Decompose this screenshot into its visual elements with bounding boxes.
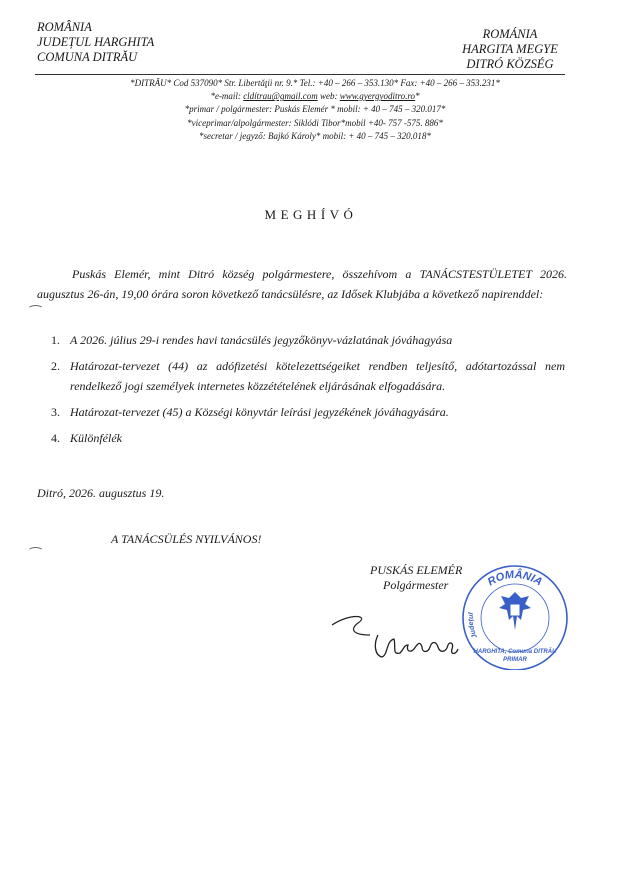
agenda-number: 3.	[51, 405, 60, 419]
contact-secretary: *secretar / jegyző: Bajkó Károly* mobil: + 40 – 745 – 320.018*	[199, 130, 431, 141]
intro-text: Puskás Elemér, mint Ditró község polgármestere, összehívom a TANÁCSTESTÜLETET 2026. augusztus 26-án, 19,00 órára soron következő tanácsülésre, az Idősek Klubjába a következő napirenddel:	[37, 267, 567, 301]
header-right-line-3: DITRÓ KÖZSÉG	[466, 57, 554, 71]
document-title: MEGHÍVÓ	[264, 207, 358, 222]
agenda-text: Határozat-tervezet (45) a Községi könyvtár leírási jegyzékének jóváhagyására.	[70, 405, 449, 419]
contact-address: *DITRĂU* Cod 537090* Str. Libertăţii nr. 9.* Tel.: +40 – 266 – 353.130* Fax: +40 – 266 – 353.231*	[130, 78, 500, 88]
signatory-role: Polgármester	[383, 578, 449, 592]
contact-email-web	[60, 90, 570, 103]
header-divider	[35, 74, 565, 75]
agenda-item	[45, 356, 565, 396]
contact-vice-mayor: *viceprimar/alpolgármester: Siklódi Tibor*mobil +40- 757 -575. 886*	[187, 117, 443, 128]
web-link[interactable]: www.gyergyoditro.ro	[339, 91, 416, 102]
official-stamp	[455, 560, 575, 670]
header-right-line-2: HARGITA MEGYE	[462, 42, 558, 56]
agenda-item	[45, 428, 565, 448]
email-prefix: *e-mail:	[210, 91, 244, 102]
agenda-number: 1.	[51, 333, 60, 347]
coat-of-arms-icon	[499, 592, 531, 630]
agenda-text: Határozat-tervezet (44) az adófizetési kötelezettségeiket rendben teljesítő, adótartozással nem rendelkező jogi személyek internetes közzétételének eljárásának elfogadására.	[70, 359, 565, 393]
stamp-top-text: ROMÂNIA	[485, 568, 545, 589]
agenda-text: A 2026. július 29-i rendes havi tanácsülés jegyzőkönyv-vázlatának jóváhagyása	[70, 333, 453, 347]
agenda-number: 2.	[51, 359, 60, 373]
stamp-bottom-text: HARGHITA, Comuna DITRĂU	[473, 649, 557, 655]
email-link[interactable]: cldítrau@gmail.com	[243, 91, 318, 102]
stamp-center-text: PRIMAR	[503, 657, 527, 663]
web-prefix: web:	[317, 91, 340, 102]
stamp-left-text: Județul	[467, 612, 479, 640]
web-suffix: *	[415, 91, 420, 102]
agenda-item	[45, 330, 565, 350]
header-right-line-1: ROMÁNIA	[482, 27, 538, 41]
margin-mark-1: ⁀	[30, 307, 42, 322]
contact-mayor: *primar / polgármester: Puskás Elemér * mobil: + 40 – 745 – 320.017*	[184, 104, 446, 115]
agenda-item	[45, 402, 565, 422]
contact-block	[60, 77, 570, 143]
handwritten-signature	[330, 605, 470, 665]
signatory-name: PUSKÁS ELEMÉR	[370, 563, 463, 577]
agenda-list	[45, 330, 565, 454]
header-left-line-2: JUDEȚUL HARGHITA	[37, 35, 155, 49]
agenda-number: 4.	[51, 431, 60, 445]
public-notice: A TANÁCSÜLÉS NYILVÁNOS!	[111, 532, 262, 546]
intro-paragraph	[37, 264, 567, 304]
header-left-line-3: COMUNA DITRĂU	[37, 50, 138, 64]
agenda-text: Különfélék	[70, 431, 122, 445]
margin-mark-2: ⁀	[30, 549, 42, 564]
header-right	[455, 27, 565, 72]
header-left-line-1: ROMÂNIA	[37, 20, 92, 34]
header-left	[37, 20, 154, 65]
date-line: Ditró, 2026. augusztus 19.	[37, 486, 165, 500]
